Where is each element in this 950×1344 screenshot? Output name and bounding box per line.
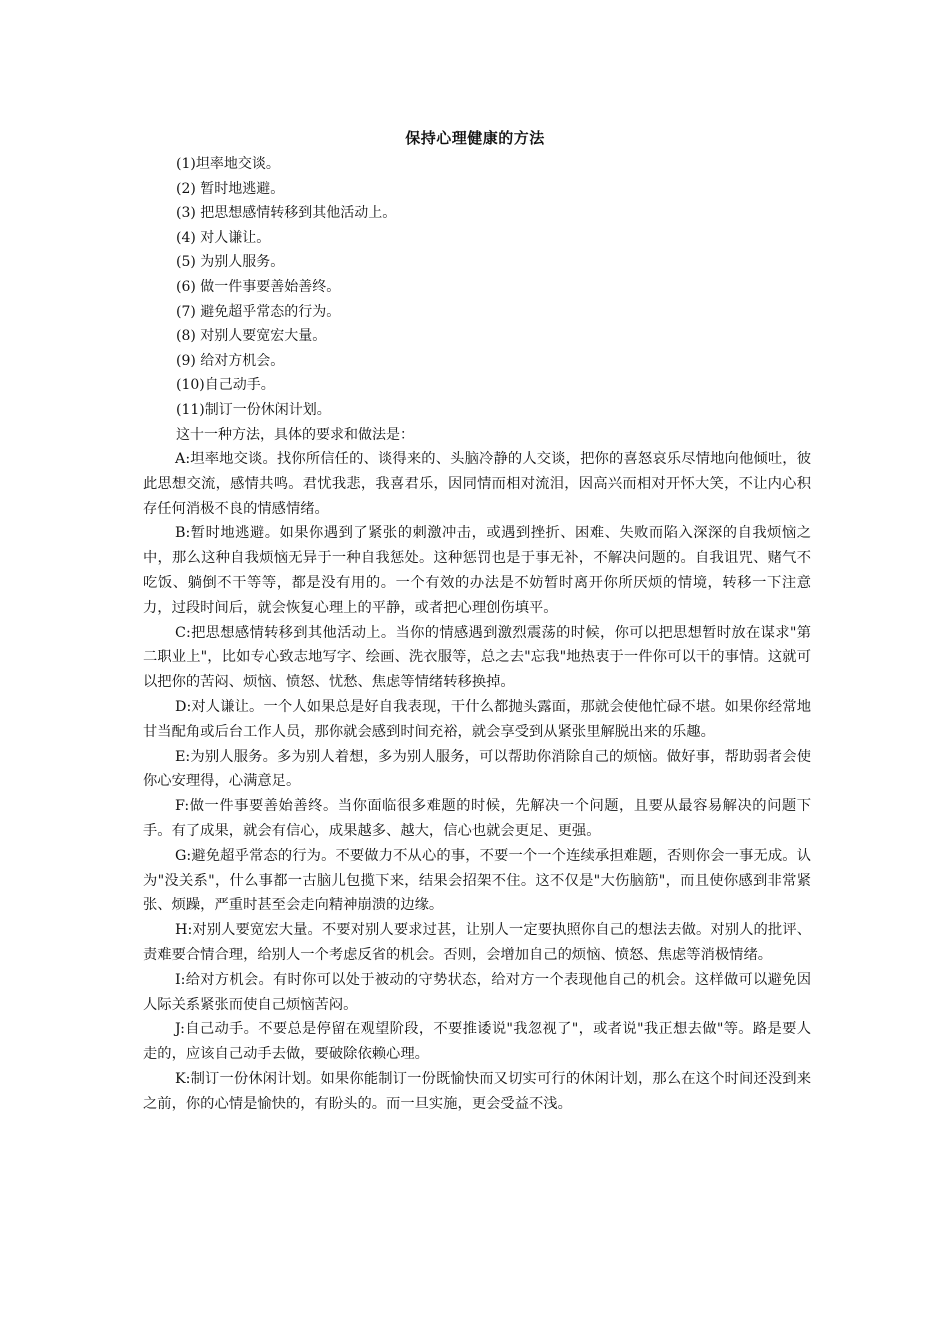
paragraph-i: I:给对方机会。有时你可以处于被动的守势状态，给对方一个表现他自己的机会。这样做可以避免因人际关系紧张而使自己烦恼苦闷。 xyxy=(143,971,811,1013)
list-item: (4) 对人谦让。 xyxy=(176,229,271,246)
document-body xyxy=(143,447,811,1117)
paragraph-k: K:制订一份休闲计划。如果你能制订一份既愉快而又切实可行的休闲计划，那么在这个时间还没到来之前，你的心情是愉快的，有盼头的。而一旦实施，更会受益不浅。 xyxy=(143,1070,811,1112)
list-item: (2) 暂时地逃避。 xyxy=(176,180,285,197)
list-item: (5) 为别人服务。 xyxy=(176,254,285,271)
list-item: (10)自己动手。 xyxy=(176,377,275,394)
list-item: (3) 把思想感情转移到其他活动上。 xyxy=(176,205,397,222)
paragraph-h: H:对别人要宽宏大量。不要对别人要求过甚，让别人一定要执照你自己的想法去做。对别人的批评、责难要合情合理，给别人一个考虑反省的机会。否则，会增加自己的烦恼、愤怒、焦虑等消极情绪。 xyxy=(143,922,811,963)
paragraph-g: G:避免超乎常态的行为。不要做力不从心的事，不要一个一个连续承担难题，否则你会一事无成。认为"没关系"，什么事都一古脑儿包揽下来，结果会招架不住。这不仅是"大伤脑筋"，而且使你感到非常紧张、烦躁，严重时甚至会走向精神崩溃的边缘。 xyxy=(143,847,811,914)
paragraph-e: E:为别人服务。多为别人着想，多为别人服务，可以帮助你消除自己的烦恼。做好事，帮助弱者会使你心安理得，心满意足。 xyxy=(143,748,811,790)
list-item: (6) 做一件事要善始善终。 xyxy=(176,278,341,295)
paragraph-f: F:做一件事要善始善终。当你面临很多难题的时候，先解决一个问题，且要从最容易解决的问题下手。有了成果，就会有信心，成果越多、越大，信心也就会更足、更强。 xyxy=(143,798,811,839)
method-list xyxy=(176,152,816,423)
list-item: (11)制订一份休闲计划。 xyxy=(176,401,331,418)
list-item: (9) 给对方机会。 xyxy=(176,352,285,369)
list-item: (7) 避免超乎常态的行为。 xyxy=(176,303,341,320)
list-item: (8) 对别人要宽宏大量。 xyxy=(176,328,327,345)
document-title: 保持心理健康的方法 xyxy=(405,129,545,147)
paragraph-a: A:坦率地交谈。找你所信任的、谈得来的、头脑冷静的人交谈，把你的喜怒哀乐尽情地向他倾吐，彼此思想交流，感情共鸣。君忧我悲，我喜君乐，因同情而相对流泪，因高兴而相对开怀大笑，不让内心积存任何消极不良的情感情绪。 xyxy=(143,451,811,517)
intro-sentence: 这十一种方法，具体的要求和做法是： xyxy=(176,427,414,443)
paragraph-c: C:把思想感情转移到其他活动上。当你的情感遇到激烈震荡的时候，你可以把思想暂时放在谋求"第二职业上"，比如专心致志地写字、绘画、洗衣服等，总之去"忘我"地热衷于一件你可以干的事情。这就可以把你的苦闷、烦恼、愤怒、忧愁、焦虑等情绪转移换掉。 xyxy=(143,624,811,691)
paragraph-d: D:对人谦让。一个人如果总是好自我表现，干什么都抛头露面，那就会使他忙碌不堪。如果你经常地甘当配角或后台工作人员，那你就会感到时间充裕，就会享受到从紧张里解脱出来的乐趣。 xyxy=(143,698,811,740)
paragraph-j: J:自己动手。不要总是停留在观望阶段，不要推诿说"我忽视了"，或者说"我正想去做"等。路是要人走的，应该自己动手去做，要破除依赖心理。 xyxy=(143,1021,811,1063)
paragraph-b: B:暂时地逃避。如果你遇到了紧张的刺激冲击，或遇到挫折、困难、失败而陷入深深的自我烦恼之中，那么这种自我烦恼无异于一种自我惩处。这种惩罚也是于事无补，不解决问题的。自我诅咒、赌气不吃饭、躺倒不干等等，都是没有用的。一个有效的办法是不妨暂时离开你所厌烦的情境，转移一下注意力，过段时间后，就会恢复心理上的平静，或者把心理创伤填平。 xyxy=(143,525,811,616)
list-item: (1)坦率地交谈。 xyxy=(176,156,280,172)
